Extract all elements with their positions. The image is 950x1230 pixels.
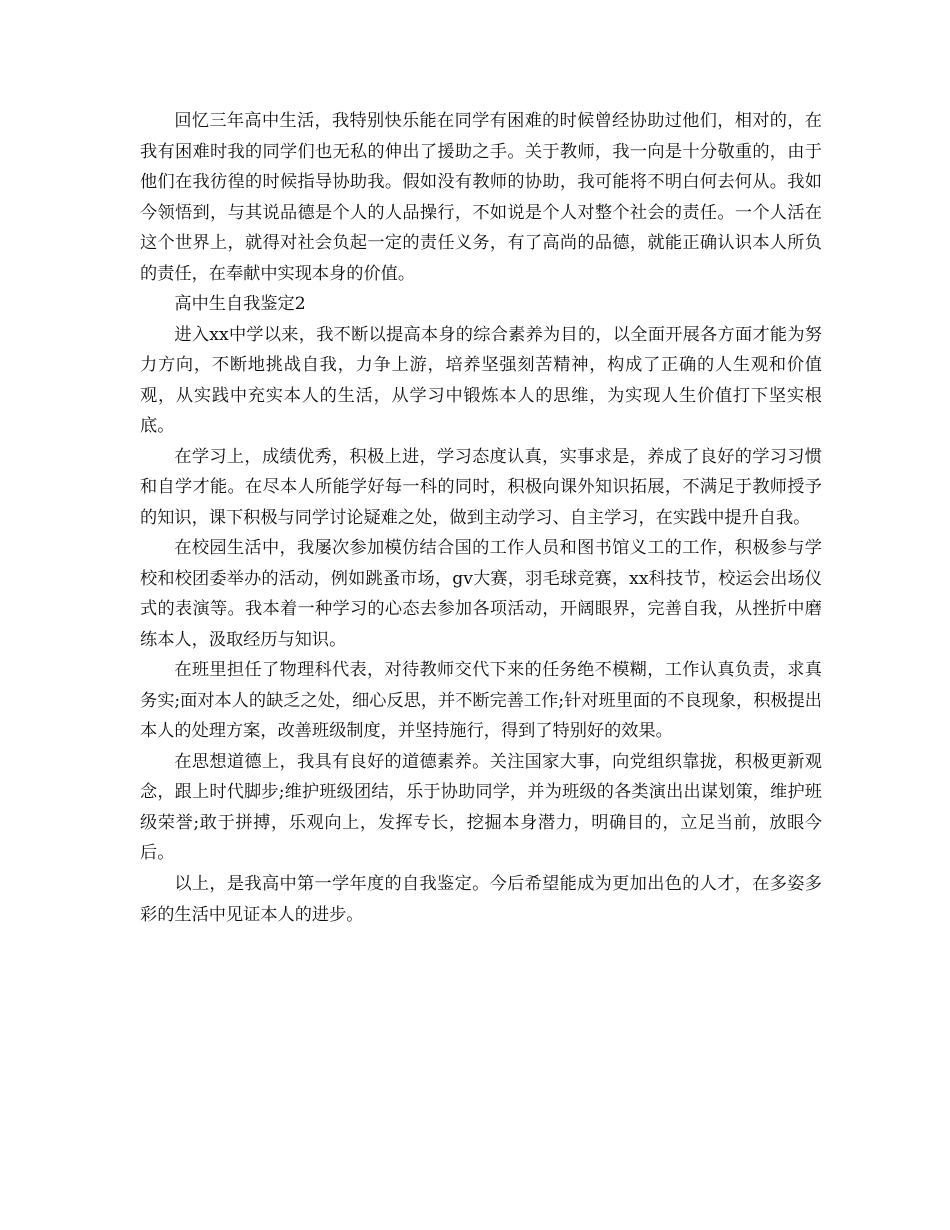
section-heading: 高中生自我鉴定2 xyxy=(174,294,306,315)
paragraph-campus-life: 在校园生活中，我屡次参加模仿结合国的工作人员和图书馆义工的工作，积极参与学校和校团委举办的活动，例如跳蚤市场，gv大赛，羽毛球竞赛，xx科技节，校运会出场仪式的表演等。我本着一种学习的心态去参加各项活动，开阔眼界，完善自我，从挫折中磨练本人，汲取经历与知识。 xyxy=(140,538,822,650)
paragraph-conclusion: 以上，是我高中第一学年度的自我鉴定。今后希望能成为更加出色的人才，在多姿多彩的生活中见证本人的进步。 xyxy=(140,874,822,925)
paragraph-class-duty: 在班里担任了物理科代表，对待教师交代下来的任务绝不模糊，工作认真负责，求真务实;面对本人的缺乏之处，细心反思，并不断完善工作;针对班里面的不良现象，积极提出本人的处理方案，改善班级制度，并坚持施行，得到了特别好的效果。 xyxy=(140,660,822,742)
paragraph-recollection: 回忆三年高中生活，我特别快乐能在同学有困难的时候曾经协助过他们，相对的，在我有困难时我的同学们也无私的伸出了援助之手。关于教师，我一向是十分敬重的，由于他们在我彷徨的时候指导协助我。假如没有教师的协助，我可能将不明白何去何从。我如今领悟到，与其说品德是个人的人品操行，不如说是个人对整个社会的责任。一个人活在这个世界上，就得对社会负起一定的责任义务，有了高尚的品德，就能正确认识本人所负的责任，在奉献中实现本身的价值。 xyxy=(140,111,822,284)
paragraph-study: 在学习上，成绩优秀，积极上进，学习态度认真，实事求是，养成了良好的学习习惯和自学才能。在尽本人所能学好每一科的同时，积极向课外知识拓展，不满足于教师授予的知识，课下积极与同学讨论疑难之处，做到主动学习、自主学习，在实践中提升自我。 xyxy=(140,446,822,528)
paragraph-morality: 在思想道德上，我具有良好的道德素养。关注国家大事，向党组织靠拢，积极更新观念，跟上时代脚步;维护班级团结，乐于协助同学，并为班级的各类演出出谋划策，维护班级荣誉;敢于拼搏，乐观向上，发挥专长，挖掘本身潜力，明确目的，立足当前，放眼今后。 xyxy=(140,751,822,864)
paragraph-intro: 进入xx中学以来，我不断以提高本身的综合素养为目的，以全面开展各方面才能为努力方向，不断地挑战自我，力争上游，培养坚强刻苦精神，构成了正确的人生观和价值观，从实践中充实本人的生活，从学习中锻炼本人的思维，为实现人生价值打下坚实根底。 xyxy=(140,324,822,437)
